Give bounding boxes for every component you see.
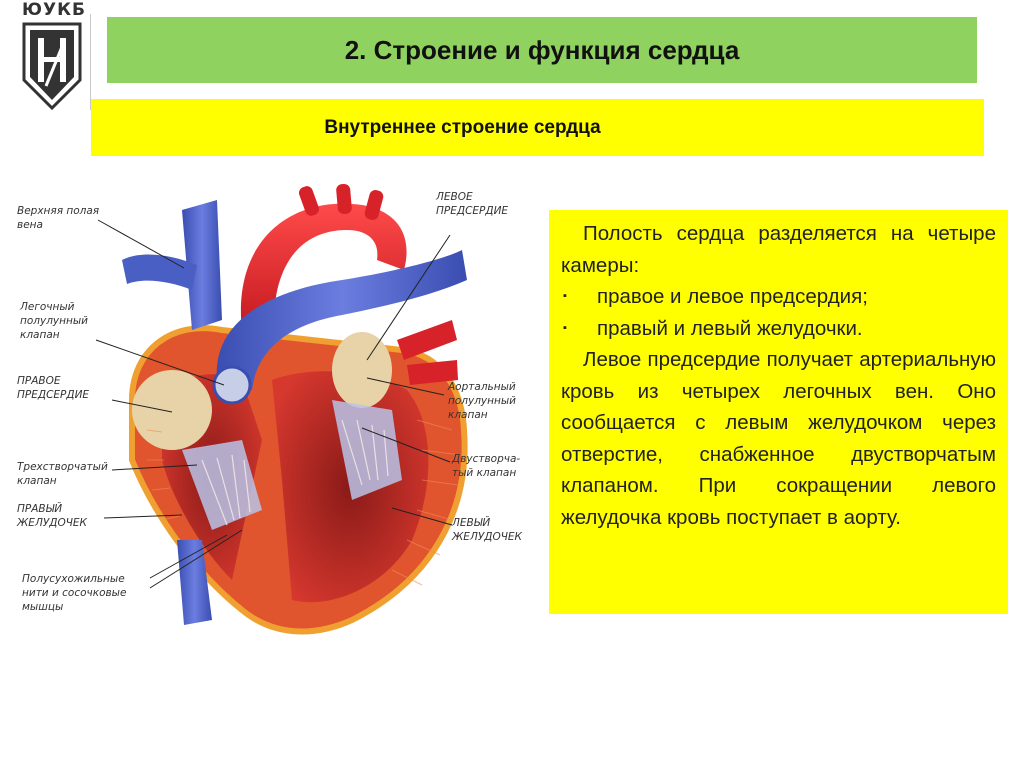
label-left-ventricle: ЛЕВЫЙ ЖЕЛУДОЧЕК xyxy=(452,517,522,543)
heart-diagram xyxy=(12,180,548,644)
header-divider xyxy=(90,14,91,110)
label-tricuspid-valve: Трехстворчатый клапан xyxy=(17,461,108,487)
label-left-atrium: ЛЕВОЕ ПРЕДСЕРДИЕ xyxy=(436,191,509,217)
list-item xyxy=(561,313,996,345)
bullet-text: правое и левое предсердия; xyxy=(597,285,868,308)
label-pulmonary-valve: Легочный полулунный клапан xyxy=(20,301,88,341)
bullet-text: правый и левый желудочки. xyxy=(597,316,863,340)
body-text: Левое предсердие получает артериальную кровь из четырех легочных вен. Оно сообщается с левым желудочком через отверстие, снабженное двустворчатым клапаном. При сокращении левого желудочка кровь поступает в аорту. xyxy=(561,348,996,529)
title-banner xyxy=(107,17,977,83)
label-superior-vena-cava: Верхняя полая вена xyxy=(17,205,100,231)
intro-text: Полость сердца разделяется на четыре камеры: xyxy=(561,222,996,277)
page-subtitle: Внутреннее строение сердца xyxy=(324,116,601,138)
label-mitral-valve: Двустворча- тый клапан xyxy=(452,453,521,479)
bullet-icon: ▪ xyxy=(563,290,567,302)
university-logo xyxy=(14,0,92,114)
list-item xyxy=(561,281,996,313)
logo-shield-icon xyxy=(20,20,84,112)
logo-text: ЮУКБ xyxy=(22,0,86,20)
page-title: 2. Строение и функция сердца xyxy=(344,34,740,65)
label-chordae: Полусухожильные нити и сосочковые мышцы xyxy=(22,573,127,613)
label-right-ventricle: ПРАВЫЙ ЖЕЛУДОЧЕК xyxy=(17,503,87,529)
bullet-icon: ▪ xyxy=(563,321,567,334)
description-box xyxy=(549,210,1008,614)
label-right-atrium: ПРАВОЕ ПРЕДСЕРДИЕ xyxy=(17,375,90,401)
subtitle-banner xyxy=(91,99,984,156)
label-aortic-valve: Аортальный полулунный клапан xyxy=(448,381,516,421)
